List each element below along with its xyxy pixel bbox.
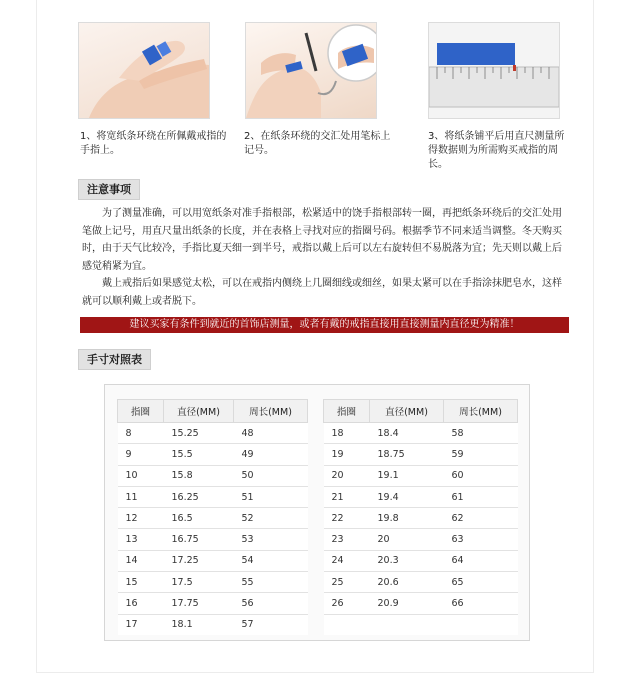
cell-circumference: 66	[444, 593, 518, 614]
cell-size: 17	[118, 614, 164, 635]
cell-circumference: 58	[444, 423, 518, 444]
ruler-measure-illustration	[429, 23, 559, 118]
cell-diameter: 15.25	[164, 423, 234, 444]
cell-size: 10	[118, 465, 164, 486]
measurement-advice-banner: 建议买家有条件到就近的首饰店测量，或者有戴的戒指直接用直接测量内直径更为精准！	[80, 317, 569, 333]
cell-circumference: 63	[444, 529, 518, 550]
cell-circumference: 59	[444, 444, 518, 465]
cell-diameter: 20.9	[370, 593, 444, 614]
pen-marking-photo	[245, 22, 377, 119]
cell-circumference: 62	[444, 508, 518, 529]
notes-paragraph-1: 为了测量准确，可以用宽纸条对准手指根部，松紧适中的饶手指根部转一圈，再把纸条环绕后的交汇处用笔做上记号，用直尺量出纸条的长度，并在表格上寻找对应的指圈号码。根据季节不同来适当调整。冬天购买时，由于天气比较冷，手指比夏天细一到半号，戒指以戴上后可以左右旋转但不易脱落为宜；先天则以戴上后感觉稍紧为宜。	[82, 208, 562, 272]
table-row	[118, 444, 308, 465]
cell-size: 20	[324, 465, 370, 486]
cell-diameter: 20	[370, 529, 444, 550]
cell-circumference: 64	[444, 550, 518, 571]
header-diameter: 直径(MM)	[164, 400, 234, 423]
cell-diameter: 18.75	[370, 444, 444, 465]
header-ring-size: 指圈	[118, 400, 164, 423]
cell-diameter: 20.6	[370, 572, 444, 593]
table-row	[324, 465, 518, 486]
cell-size: 9	[118, 444, 164, 465]
cell-circumference: 52	[234, 508, 308, 529]
cell-size: 12	[118, 508, 164, 529]
table-row	[324, 550, 518, 571]
table-row	[118, 572, 308, 593]
cell-diameter: 19.1	[370, 465, 444, 486]
cell-circumference: 65	[444, 572, 518, 593]
cell-size: 21	[324, 486, 370, 507]
cell-diameter: 16.75	[164, 529, 234, 550]
size-table-title: 手寸对照表	[78, 349, 151, 370]
cell-circumference: 57	[234, 614, 308, 635]
table-row	[324, 529, 518, 550]
table-row	[324, 572, 518, 593]
cell-size: 11	[118, 486, 164, 507]
cell-circumference: 54	[234, 550, 308, 571]
cell-circumference: 53	[234, 529, 308, 550]
cell-size: 25	[324, 572, 370, 593]
table-row	[118, 614, 308, 635]
finger-wrap-illustration	[79, 23, 209, 118]
cell-circumference: 60	[444, 465, 518, 486]
cell-diameter: 19.4	[370, 486, 444, 507]
cell-diameter: 16.5	[164, 508, 234, 529]
step-1-caption: 1、将宽纸条环绕在所佩戴戒指的手指上。	[80, 131, 227, 156]
cell-circumference: 56	[234, 593, 308, 614]
cell-diameter: 15.5	[164, 444, 234, 465]
ruler-measure-photo	[428, 22, 560, 119]
table-row	[118, 529, 308, 550]
table-row	[324, 486, 518, 507]
cell-diameter: 17.75	[164, 593, 234, 614]
cell-diameter: 18.1	[164, 614, 234, 635]
cell-size: 26	[324, 593, 370, 614]
table-row	[324, 423, 518, 444]
cell-circumference: 50	[234, 465, 308, 486]
finger-wrap-photo	[78, 22, 210, 119]
table-row	[118, 550, 308, 571]
table-header-row	[324, 400, 518, 423]
table-row	[118, 465, 308, 486]
size-table-container	[104, 384, 530, 641]
cell-size: 24	[324, 550, 370, 571]
header-ring-size: 指圈	[324, 400, 370, 423]
table-row	[324, 593, 518, 614]
table-header-row	[118, 400, 308, 423]
table-row	[118, 486, 308, 507]
cell-diameter: 17.25	[164, 550, 234, 571]
cell-diameter: 16.25	[164, 486, 234, 507]
cell-diameter: 17.5	[164, 572, 234, 593]
cell-size: 15	[118, 572, 164, 593]
cell-size: 23	[324, 529, 370, 550]
table-row	[324, 508, 518, 529]
table-row-empty	[324, 614, 518, 635]
step-2-caption: 2、在纸条环绕的交汇处用笔标上记号。	[244, 131, 391, 156]
table-row	[324, 444, 518, 465]
cell-diameter: 15.8	[164, 465, 234, 486]
header-circumference: 周长(MM)	[444, 400, 518, 423]
notes-paragraph-2: 戴上戒指后如果感觉太松，可以在戒指内侧绕上几圈细线或细丝，如果太紧可以在手指涂抹肥皂水，这样就可以顺利戴上或者脱下。	[82, 278, 562, 307]
cell-circumference: 55	[234, 572, 308, 593]
table-row	[118, 508, 308, 529]
table-row	[118, 423, 308, 444]
notes-title: 注意事项	[78, 179, 140, 200]
cell-circumference: 49	[234, 444, 308, 465]
cell-circumference: 51	[234, 486, 308, 507]
cell-size: 16	[118, 593, 164, 614]
cell-circumference: 48	[234, 423, 308, 444]
cell-size: 18	[324, 423, 370, 444]
pen-marking-illustration	[246, 23, 376, 118]
cell-diameter: 18.4	[370, 423, 444, 444]
cell-diameter: 19.8	[370, 508, 444, 529]
cell-size: 8	[118, 423, 164, 444]
cell-size: 13	[118, 529, 164, 550]
cell-circumference: 61	[444, 486, 518, 507]
header-diameter: 直径(MM)	[370, 400, 444, 423]
size-table-right	[323, 399, 518, 635]
cell-size: 19	[324, 444, 370, 465]
step-3-caption: 3、将纸条铺平后用直尺测量所得数据则为所需购买戒指的周长。	[428, 131, 565, 170]
cell-diameter: 20.3	[370, 550, 444, 571]
size-table-left	[117, 399, 308, 635]
header-circumference: 周长(MM)	[234, 400, 308, 423]
cell-size: 14	[118, 550, 164, 571]
cell-size: 22	[324, 508, 370, 529]
table-row	[118, 593, 308, 614]
